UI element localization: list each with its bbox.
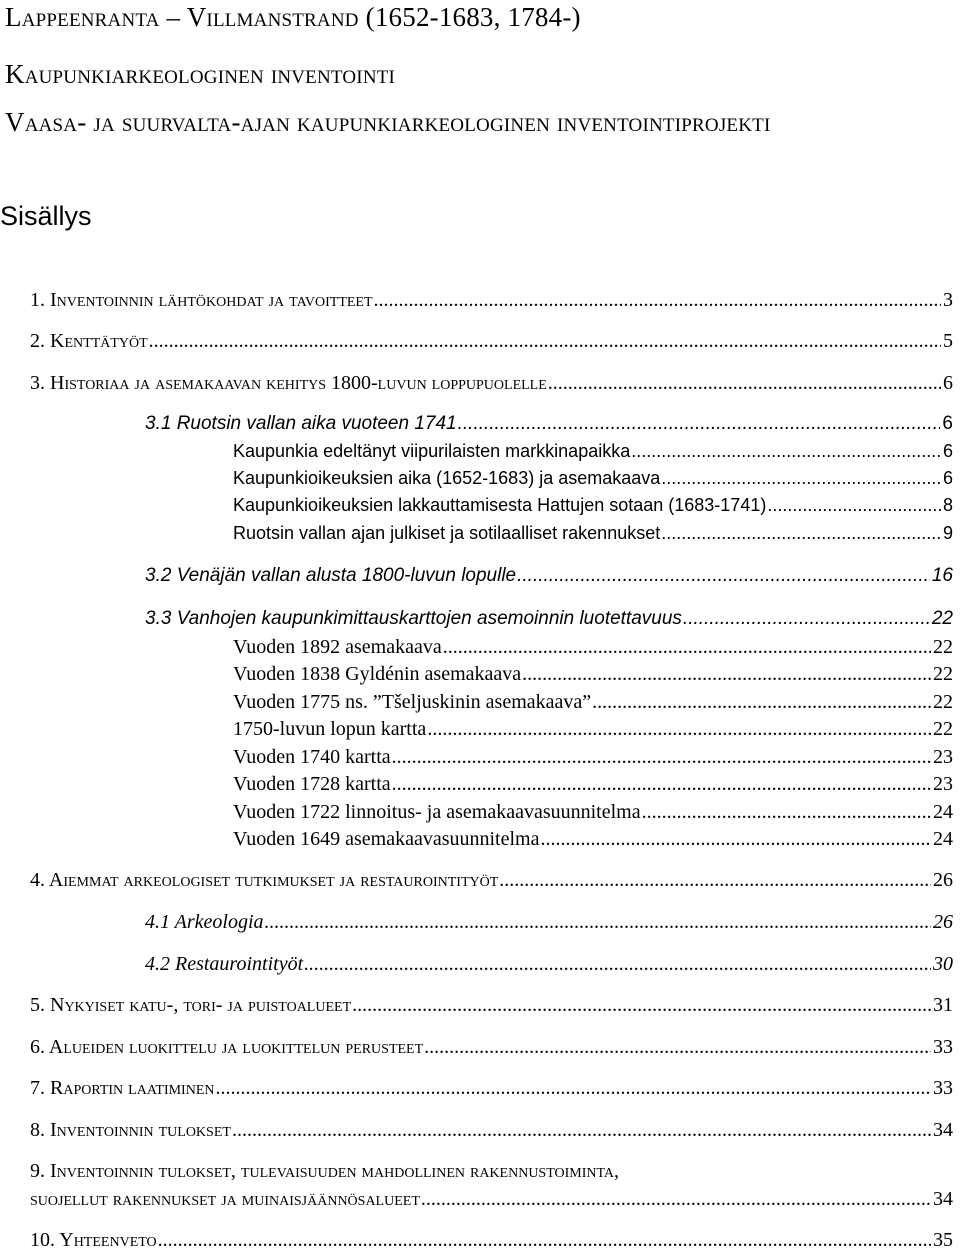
toc-entry-4-2[interactable]: 4.2 Restaurointityöt ..... 30 — [145, 950, 953, 978]
toc-entry-3-1-d[interactable]: Ruotsin vallan ajan julkiset ja sotilaalliset rakennukset ..... 9 — [233, 519, 953, 547]
toc-entry-3-2[interactable]: 3.2 Venäjän vallan alusta 1800-luvun lopulle ..... 16 — [145, 562, 953, 590]
toc-entry-10[interactable]: 10. Yhteenveto ..... 35 — [30, 1226, 953, 1254]
toc-entry-3-3-c[interactable]: Vuoden 1775 ns. ”Tšeljuskinin asemakaava” ..... 22 — [233, 688, 953, 716]
toc-entry-3[interactable]: 3. Historiaa ja asemakaavan kehitys 1800-luvun loppupuolelle ..... 6 — [30, 369, 953, 397]
toc-entry-6[interactable]: 6. Alueiden luokittelu ja luokittelun perusteet ..... 33 — [30, 1033, 953, 1061]
toc-entry-5[interactable]: 5. Nykyiset katu-, tori- ja puistoalueet ..... 31 — [30, 991, 953, 1019]
toc-entry-9[interactable]: 9. Inventoinnin tulokset, tulevaisuuden mahdollinen rakennustoiminta, — [30, 1160, 620, 1182]
toc-entry-3-3-b[interactable]: Vuoden 1838 Gyldénin asemakaava ..... 22 — [233, 660, 953, 688]
toc-entry-3-3-g[interactable]: Vuoden 1722 linnoitus- ja asemakaavasuunnitelma ..... 24 — [233, 798, 953, 826]
toc-entry-1[interactable]: 1. Inventoinnin lähtökohdat ja tavoitteet ..... 3 — [30, 286, 953, 314]
document-subtitle: Kaupunkiarkeologinen inventointi — [5, 59, 396, 89]
toc-entry-3-1[interactable]: 3.1 Ruotsin vallan aika vuoteen 1741 ..... 6 — [145, 410, 953, 438]
toc-entry-3-3-f[interactable]: Vuoden 1728 kartta ..... 23 — [233, 770, 953, 798]
toc-entry-3-1-b[interactable]: Kaupunkioikeuksien aika (1652-1683) ja asemakaava ..... 6 — [233, 464, 953, 492]
toc-entry-9-cont[interactable]: suojellut rakennukset ja muinaisjäännösalueet ..... 34 — [30, 1185, 953, 1213]
document-title: Lappeenranta – Villmanstrand (1652-1683, 1784-) — [5, 2, 581, 32]
toc-entry-3-3-a[interactable]: Vuoden 1892 asemakaava ..... 22 — [233, 633, 953, 661]
toc-entry-4[interactable]: 4. Aiemmat arkeologiset tutkimukset ja restaurointityöt ..... 26 — [30, 866, 953, 894]
toc-entry-3-1-a[interactable]: Kaupunkia edeltänyt viipurilaisten markkinapaikka ..... 6 — [233, 437, 953, 465]
toc-entry-3-1-c[interactable]: Kaupunkioikeuksien lakkauttamisesta Hattujen sotaan (1683-1741) ..... 8 — [233, 491, 953, 519]
toc-entry-8[interactable]: 8. Inventoinnin tulokset ..... 34 — [30, 1116, 953, 1144]
toc-heading: Sisällys — [0, 201, 92, 231]
toc-entry-3-3-e[interactable]: Vuoden 1740 kartta ..... 23 — [233, 743, 953, 771]
toc-entry-4-1[interactable]: 4.1 Arkeologia ..... 26 — [145, 908, 953, 936]
toc-entry-2[interactable]: 2. Kenttätyöt ..... 5 — [30, 327, 953, 355]
toc-entry-3-3[interactable]: 3.3 Vanhojen kaupunkimittauskarttojen asemoinnin luotettavuus ..... 22 — [145, 605, 953, 633]
toc-entry-3-3-h[interactable]: Vuoden 1649 asemakaavasuunnitelma ..... 24 — [233, 825, 953, 853]
toc-entry-3-3-d[interactable]: 1750-luvun lopun kartta ..... 22 — [233, 715, 953, 743]
project-title: Vaasa- ja suurvalta-ajan kaupunkiarkeologinen inventointiprojekti — [5, 107, 771, 137]
toc-entry-7[interactable]: 7. Raportin laatiminen ..... 33 — [30, 1074, 953, 1102]
